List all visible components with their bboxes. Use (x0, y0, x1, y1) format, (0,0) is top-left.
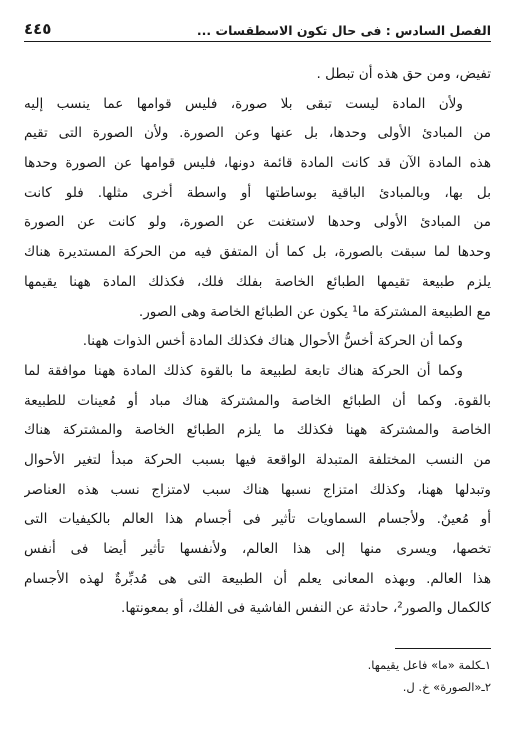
page-header (24, 14, 491, 42)
text-line: الخاصة والمشتركة ههنا فكذلك ما يلزم الطبائع الخاصة والمشتركة هناك (24, 422, 491, 439)
text-line: بالقوة. وكما أن الطبائع الخاصة والمشتركة هناك مباد أو مُعينات للطبيعة (24, 392, 491, 409)
text-line: من المبادئ الأولى وحدها، بل عنها وعن الصورة. ولأن الصورة التى تقيم (24, 125, 491, 142)
text-line: وحدها لما سبقت بالصورة، بل كما أن المتفق فيه من الحركة المستديرة هناك (24, 244, 491, 261)
body-text (24, 60, 491, 624)
text-line: مع الطبيعة المشتركة ما¹ يكون عن الطبائع الخاصة وهى الصور. (138, 303, 491, 320)
text-line: هذا العالم. وبهذه المعانى يعلم أن الطبيعة التى هى مُدبِّرةٌ لهذه الأجسام (24, 570, 491, 587)
footnotes (24, 654, 491, 698)
text-line: هذه المادة الآن قد كانت المادة قائمة دونها، فليس قوامها عن الصورة وحدها (24, 155, 491, 172)
text-line: تخصها، ويسرى منها إلى هذا العالم، ولأنفسها تأثير أيضا فى أنفس (24, 541, 491, 557)
text-line: من النسب المختلفة المتبدلة الواقعة فيها بسبب الحركة مبدأ لتغير الأحوال (24, 451, 491, 468)
footnote-separator (395, 648, 491, 649)
text-line: يلزم طبيعة تقيمها الطبائع الخاصة بفلك فلك، فكذلك المادة ههنا يقيمها (24, 273, 491, 290)
text-line: تفيض، ومن حق هذه أن تبطل . (316, 66, 491, 82)
footnote: ١ـكلمة «ما» فاعل يقيمها. (367, 658, 491, 672)
text-line: كالكمال والصور²، حادثة عن النفس الفاشية فى الفلك، أو بمعونتها. (121, 600, 491, 617)
text-line: أو مُعينٌ. ولأجسام السماويات تأثير فى أجسام هذا العالم بالكيفيات التى (24, 511, 491, 528)
text-line: من المبادئ الأولى وحدها لاستغنت عن الصورة، ولو كانت عن الصورة (24, 214, 491, 231)
running-title: الفصل السادس : فى حال تكون الاسطقسات ... (196, 23, 491, 38)
page-number: ٤٤٥ (24, 20, 52, 38)
text-line: وتبدلها ههنا، وكذلك امتزاج نسبها هناك سبب لامتزاج نسب هذه العناصر (24, 481, 491, 498)
text-line: وكما أن الحركة أخسُّ الأحوال هناك فكذلك المادة أخس الذوات ههنا. (82, 333, 463, 350)
text-line: بل بها، وبالمبادئ الباقية بوساطتها أو واسطة أخرى مثلها. فلو كانت (24, 184, 491, 201)
footnote: ٢ـ«الصورة» خ. ل. (402, 680, 491, 694)
text-line: ولأن المادة ليست تبقى بلا صورة، فليس قوامها عما ينسب إليه (24, 95, 463, 112)
text-line: وكما أن الحركة هناك تابعة لطبيعة ما بالقوة كذلك المادة ههنا موافقة لما (24, 362, 463, 379)
